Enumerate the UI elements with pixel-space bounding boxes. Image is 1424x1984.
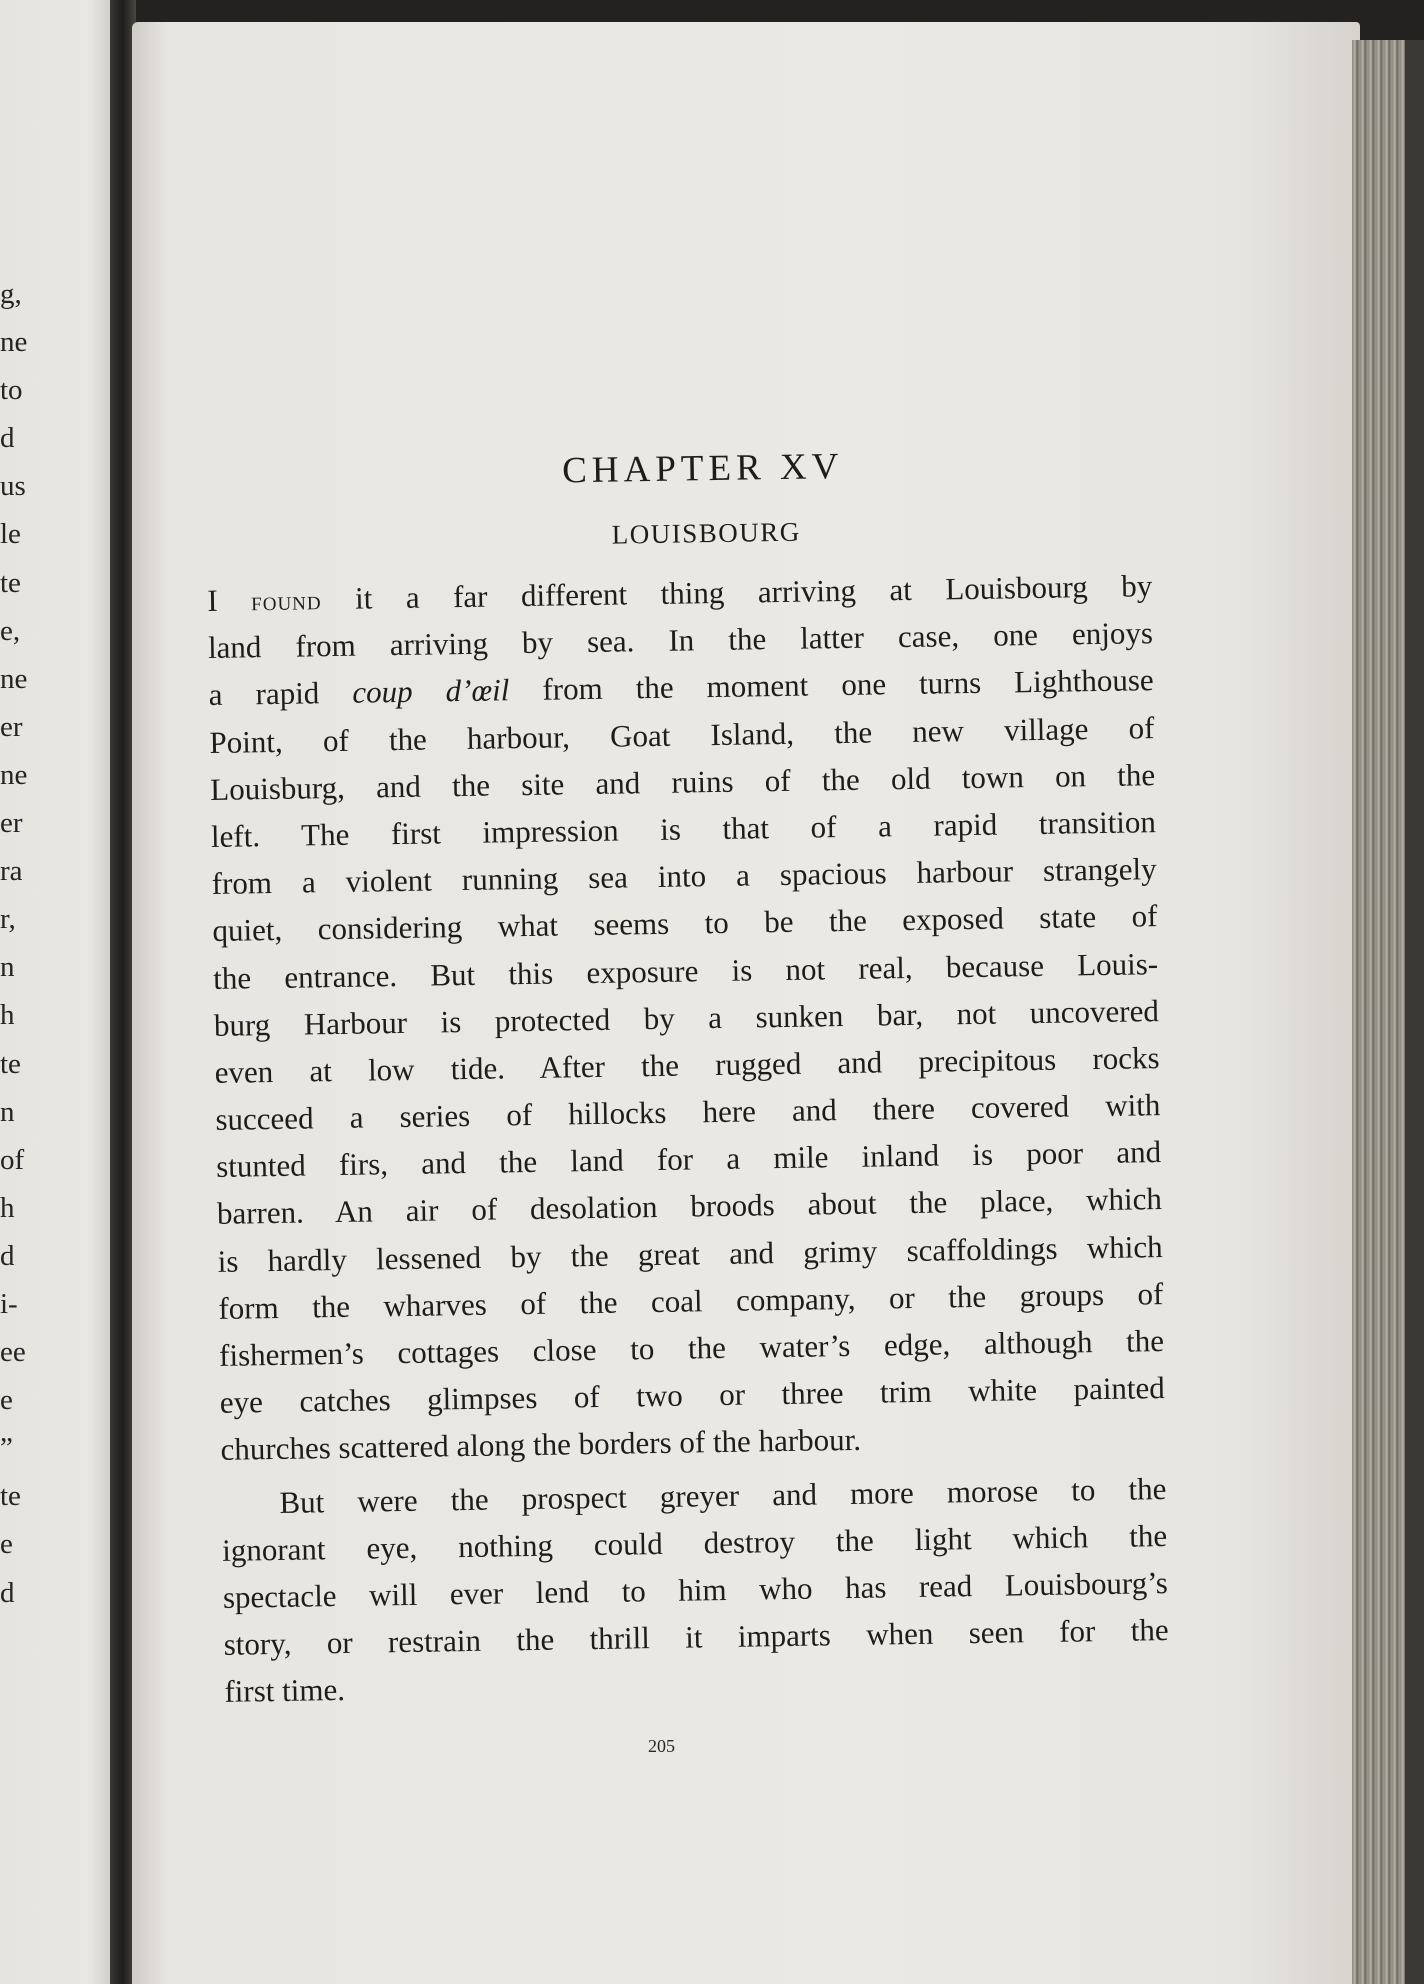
paragraph-1-line-12: succeed a series of hillocks here and there covered with — [215, 1087, 1161, 1137]
left-page-fragment: ” — [0, 1432, 13, 1465]
paragraph-1-line-8: quiet, considering what seems to be the exposed state of — [212, 898, 1158, 949]
paragraph-1-line-13: stunted firs, and the land for a mile inland is poor and — [215, 1134, 1162, 1185]
paragraph-1-line-9: the entrance. But this exposure is not real, because Louis- — [212, 945, 1159, 996]
left-page-fragment: i- — [0, 1287, 18, 1320]
line-text: a rapid — [208, 675, 320, 713]
left-page-fragment: to — [0, 374, 23, 407]
left-page-fragment: ne — [0, 758, 28, 791]
first-word: I — [207, 582, 218, 618]
left-page-fragment: e, — [0, 614, 21, 647]
paragraph-2-line-5: first time. — [224, 1672, 346, 1710]
left-page-fragment: g, — [0, 278, 22, 310]
smallcaps-word: found — [250, 585, 322, 617]
left-page-fragment: te — [0, 566, 21, 599]
left-page-fragment: h — [0, 999, 15, 1032]
left-page-fragment: te — [0, 1480, 21, 1513]
chapter-heading: CHAPTER XV — [561, 445, 844, 492]
left-page-fragment: e — [0, 1528, 13, 1561]
left-page-fragment: e — [0, 1384, 13, 1417]
left-page-fragment: ee — [0, 1336, 26, 1369]
paragraph-1-line-18: eye catches glimpses of two or three trim white painted — [219, 1370, 1166, 1421]
left-page-fragment: h — [0, 1191, 15, 1224]
left-page-fragment: ne — [0, 662, 28, 695]
left-page-fragment: n — [0, 1095, 15, 1128]
left-page-fragment: le — [0, 518, 21, 551]
left-page-fragment: te — [0, 1047, 21, 1080]
left-page-fragment: ne — [0, 326, 28, 359]
paragraph-1-line-11: even at low tide. After the rugged and precipitous rocks — [214, 1039, 1160, 1090]
line-text: it a far different thing arriving at Louisbourg by — [354, 568, 1153, 616]
paragraph-1-line-19: churches scattered along the borders of the harbour. — [220, 1422, 862, 1468]
left-page-fragment: d — [0, 422, 15, 455]
page-edges-shadow — [1405, 40, 1424, 1984]
paragraph-2 — [221, 1465, 1170, 1716]
left-page-fragment: us — [0, 470, 26, 503]
paragraph-1-line-15: is hardly lessened by the great and grimy scaffoldings which — [217, 1228, 1163, 1279]
paragraph-2-line-4: story, or restrain the thrill it imparts when seen for the — [223, 1612, 1169, 1662]
left-page-fragment: of — [0, 1143, 25, 1176]
paragraph-2-line-2: ignorant eye, nothing could destroy the light which the — [221, 1517, 1168, 1568]
paragraph-1-line-17: fishermen’s cottages close to the water’s edge, although the — [218, 1323, 1165, 1373]
page-text-block — [205, 440, 1170, 1715]
paragraph-1 — [207, 562, 1166, 1473]
chapter-subtitle: LOUISBOURG — [611, 516, 802, 550]
paragraph-2-line-1: But were the prospect greyer and more morose to the — [279, 1470, 1167, 1520]
paragraph-1-line-10: burg Harbour is protected by a sunken bar, not uncovered — [213, 992, 1160, 1043]
left-page-fragment: er — [0, 807, 23, 840]
paragraph-2-line-3: spectacle will ever lend to him who has read Louisbourg’s — [222, 1564, 1169, 1615]
paragraph-1-line-6: left. The first impression is that of a rapid transition — [210, 804, 1157, 854]
page-number: 205 — [648, 1736, 675, 1756]
paragraph-1-line-2: land from arriving by sea. In the latter case, one enjoys — [207, 615, 1154, 666]
left-page-fragment: d — [0, 1239, 15, 1272]
paragraph-1-line-16: form the wharves of the coal company, or the groups of — [218, 1275, 1164, 1326]
left-page-fragment: ra — [0, 855, 23, 888]
left-page-text-fragments — [0, 270, 60, 1617]
left-facing-page — [0, 0, 128, 1984]
left-page-fragment: r, — [0, 903, 16, 936]
left-page-fragment: d — [0, 1576, 15, 1609]
paragraph-1-line-14: barren. An air of desolation broods about the place, which — [216, 1181, 1163, 1232]
left-page-fragment: er — [0, 710, 23, 743]
left-page-fragment: n — [0, 951, 15, 984]
italic-phrase: coup d’œil — [352, 672, 510, 711]
paragraph-1-line-4: Point, of the harbour, Goat Island, the new village of — [209, 709, 1155, 760]
line-text: from the moment one turns Lighthouse — [542, 662, 1154, 708]
paragraph-1-line-5: Louisburg, and the site and ruins of the old town on the — [209, 756, 1156, 807]
paragraph-1-line-7: from a violent running sea into a spacious harbour strangely — [211, 851, 1157, 902]
